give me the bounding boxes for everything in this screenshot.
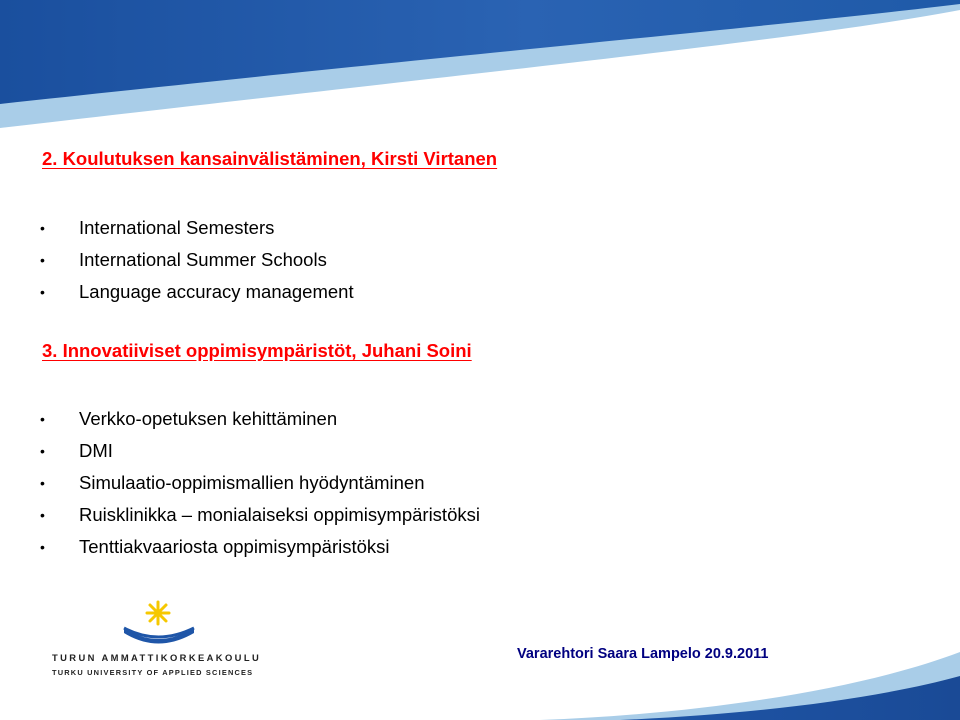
list-item-text: International Semesters bbox=[79, 217, 275, 238]
footer-presenter-date: Vararehtori Saara Lampelo 20.9.2011 bbox=[517, 646, 769, 662]
bullet-list-internationalization bbox=[40, 212, 354, 308]
logo-name-finnish: TURUN AMMATTIKORKEAKOULU bbox=[52, 652, 262, 663]
section-heading-internationalization: 2. Koulutuksen kansainvälistäminen, Kirsti Virtanen bbox=[42, 148, 498, 169]
list-item-text: Tenttiakvaariosta oppimisympäristöksi bbox=[79, 536, 390, 557]
section-heading-learning-environments: 3. Innovatiiviset oppimisympäristöt, Juhani Soini bbox=[42, 340, 472, 361]
bullet-icon: • bbox=[40, 411, 45, 427]
bullet-icon: • bbox=[40, 539, 45, 555]
logo-name-english: TURKU UNIVERSITY OF APPLIED SCIENCES bbox=[52, 668, 254, 677]
sun-star-icon bbox=[118, 600, 202, 650]
list-item-text: Ruisklinikka – monialaiseksi oppimisympäristöksi bbox=[79, 504, 480, 525]
bullet-icon: • bbox=[40, 284, 45, 300]
list-item bbox=[40, 212, 354, 244]
list-item bbox=[40, 467, 480, 499]
list-item-text: Simulaatio-oppimismallien hyödyntäminen bbox=[79, 472, 425, 493]
list-item bbox=[40, 435, 480, 467]
list-item bbox=[40, 276, 354, 308]
list-item bbox=[40, 499, 480, 531]
list-item bbox=[40, 531, 480, 563]
list-item-text: International Summer Schools bbox=[79, 249, 327, 270]
bullet-list-learning-environments bbox=[40, 403, 480, 563]
bullet-icon: • bbox=[40, 443, 45, 459]
list-item-text: Verkko-opetuksen kehittäminen bbox=[79, 408, 338, 429]
bullet-icon: • bbox=[40, 475, 45, 491]
bullet-icon: • bbox=[40, 220, 45, 236]
list-item bbox=[40, 244, 354, 276]
bullet-icon: • bbox=[40, 507, 45, 523]
list-item-text: Language accuracy management bbox=[79, 281, 354, 302]
university-logo bbox=[52, 600, 272, 682]
list-item bbox=[40, 403, 480, 435]
list-item-text: DMI bbox=[79, 440, 113, 461]
bullet-icon: • bbox=[40, 252, 45, 268]
